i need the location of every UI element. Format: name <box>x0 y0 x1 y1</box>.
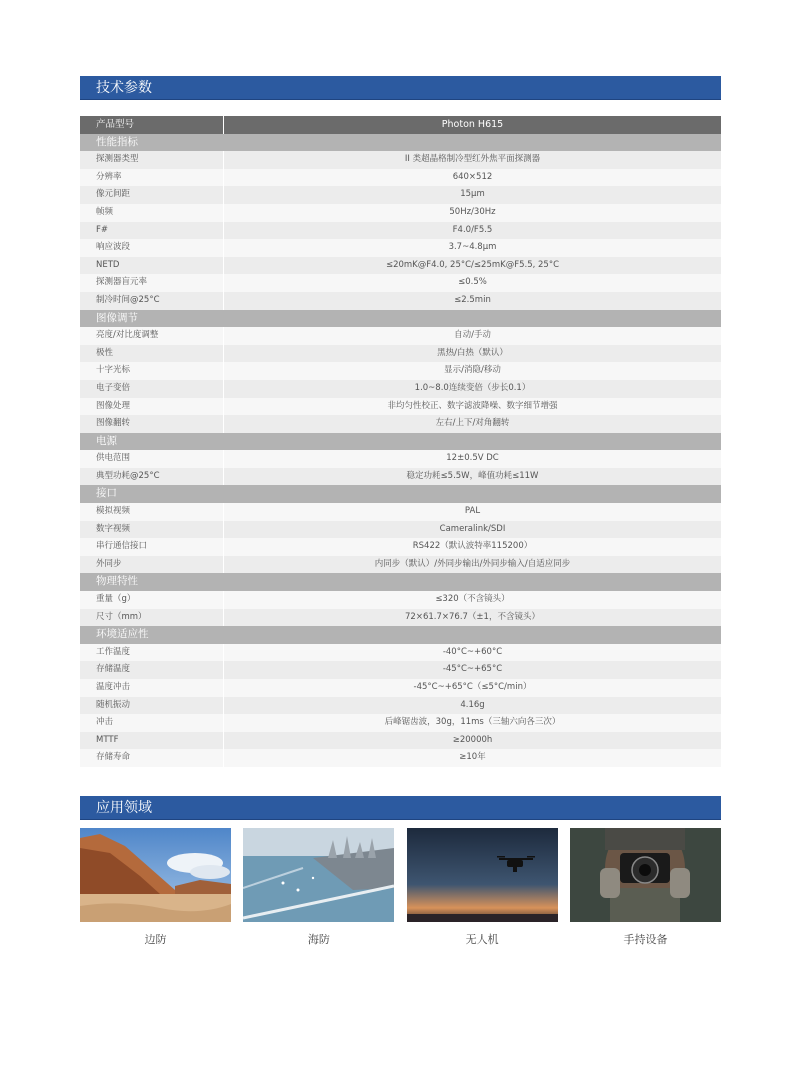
group-heading <box>80 134 721 152</box>
row-label: 模拟视频 <box>96 506 131 517</box>
table-row <box>80 239 721 257</box>
table-row <box>80 644 721 662</box>
row-label: 数字视频 <box>96 523 131 534</box>
row-value: RS422（默认波特率115200） <box>223 538 721 556</box>
row-label: 探测器盲元率 <box>96 277 148 288</box>
row-value: 左右/上下/对角翻转 <box>223 415 721 433</box>
row-value: -45°C~+65°C（≤5°C/min） <box>223 679 721 697</box>
row-value: -45°C~+65°C <box>223 661 721 679</box>
row-value: 15μm <box>223 186 721 204</box>
row-value: 12±0.5V DC <box>223 450 721 468</box>
table-row <box>80 169 721 187</box>
row-value: ≤0.5% <box>223 274 721 292</box>
row-value: 3.7~4.8μm <box>223 239 721 257</box>
row-label: 存储寿命 <box>96 752 131 763</box>
row-value: -40°C~+60°C <box>223 644 721 662</box>
table-row <box>80 732 721 750</box>
table-row <box>80 609 721 627</box>
row-label: 十字光标 <box>96 365 131 376</box>
row-value: 内同步（默认）/外同步输出/外同步输入/自适应同步 <box>223 556 721 574</box>
table-row <box>80 556 721 574</box>
group-heading <box>80 433 721 451</box>
row-label: 尺寸（mm） <box>96 611 147 622</box>
row-value: 黑热/白热（默认） <box>223 345 721 363</box>
row-value: 非均匀性校正、数字滤波降噪、数字细节增强 <box>223 398 721 416</box>
row-value: 自动/手动 <box>223 327 721 345</box>
row-label: 重量（g） <box>96 594 136 605</box>
table-row <box>80 257 721 275</box>
product-model-row <box>80 116 721 134</box>
product-model-value: Photon H615 <box>223 116 721 134</box>
row-label: 电源 <box>96 434 117 447</box>
row-label: 探测器类型 <box>96 154 139 165</box>
coast-photo <box>243 828 394 922</box>
table-row <box>80 661 721 679</box>
row-value: 72×61.7×76.7（±1，不含镜头） <box>223 609 721 627</box>
row-label: 分辨率 <box>96 171 122 182</box>
desert-photo <box>80 828 231 922</box>
row-value: 640×512 <box>223 169 721 187</box>
group-heading <box>80 573 721 591</box>
applications-section-title: 应用领域 <box>80 796 721 820</box>
row-value: 50Hz/30Hz <box>223 204 721 222</box>
row-label: NETD <box>96 259 120 270</box>
row-value: 显示/消隐/移动 <box>223 362 721 380</box>
application-card <box>80 828 231 947</box>
row-value: PAL <box>223 503 721 521</box>
row-label: 外同步 <box>96 558 122 569</box>
row-label: 供电范围 <box>96 453 131 464</box>
row-label: 环境适应性 <box>96 628 149 641</box>
table-row <box>80 345 721 363</box>
row-value: ≥10年 <box>223 749 721 767</box>
row-label: 图像处理 <box>96 400 131 411</box>
application-label: 海防 <box>307 933 330 946</box>
table-row <box>80 292 721 310</box>
group-heading <box>80 485 721 503</box>
table-row <box>80 204 721 222</box>
row-label: F# <box>96 224 109 235</box>
row-label: 典型功耗@25°C <box>96 470 160 481</box>
row-label: 冲击 <box>96 717 114 728</box>
row-value: 后峰锯齿波，30g，11ms（三轴六向各三次） <box>223 714 721 732</box>
group-heading <box>80 310 721 328</box>
row-label: 帧频 <box>96 206 114 217</box>
application-label: 手持设备 <box>623 933 668 946</box>
row-label: 工作温度 <box>96 646 131 657</box>
table-row <box>80 151 721 169</box>
application-card <box>407 828 558 947</box>
row-label: 存储温度 <box>96 664 131 675</box>
application-label: 无人机 <box>465 933 499 946</box>
row-value: F4.0/F5.5 <box>223 222 721 240</box>
table-row <box>80 327 721 345</box>
table-row <box>80 415 721 433</box>
row-value: 1.0~8.0连续变倍（步长0.1） <box>223 380 721 398</box>
table-row <box>80 749 721 767</box>
table-row <box>80 186 721 204</box>
table-row <box>80 679 721 697</box>
group-heading <box>80 626 721 644</box>
drone-photo <box>407 828 558 922</box>
table-row <box>80 274 721 292</box>
row-label: 物理特性 <box>96 575 138 588</box>
application-card <box>243 828 394 947</box>
table-row <box>80 538 721 556</box>
row-label: 图像翻转 <box>96 418 131 429</box>
handheld-photo <box>570 828 721 922</box>
row-label: 性能指标 <box>96 135 138 148</box>
row-label: 像元间距 <box>96 189 131 200</box>
table-row <box>80 398 721 416</box>
table-row <box>80 380 721 398</box>
row-label: MTTF <box>96 734 119 745</box>
row-label: 图像调节 <box>96 311 138 324</box>
row-label: 串行通信接口 <box>96 541 148 552</box>
table-row <box>80 503 721 521</box>
row-value: ≥20000h <box>223 732 721 750</box>
row-label: 电子变倍 <box>96 382 131 393</box>
applications-grid <box>80 828 721 947</box>
table-row <box>80 450 721 468</box>
row-label: 随机振动 <box>96 699 131 710</box>
application-card <box>570 828 721 947</box>
row-label: 温度冲击 <box>96 682 131 692</box>
specs-section-title: 技术参数 <box>80 76 721 100</box>
table-row <box>80 591 721 609</box>
table-row <box>80 222 721 240</box>
row-label: 接口 <box>96 487 117 500</box>
table-row <box>80 697 721 715</box>
table-row <box>80 714 721 732</box>
row-value: ≤20mK@F4.0, 25°C/≤25mK@F5.5, 25°C <box>223 257 721 275</box>
row-value: 稳定功耗≤5.5W，峰值功耗≤11W <box>223 468 721 486</box>
product-model-label: 产品型号 <box>96 119 135 130</box>
row-value: ≤320（不含镜头） <box>223 591 721 609</box>
application-label: 边防 <box>144 933 167 946</box>
table-row <box>80 521 721 539</box>
row-label: 响应波段 <box>96 242 131 253</box>
row-value: ≤2.5min <box>223 292 721 310</box>
row-value: II 类超晶格制冷型红外焦平面探测器 <box>223 151 721 169</box>
table-row <box>80 362 721 380</box>
table-row <box>80 468 721 486</box>
row-value: 4.16g <box>223 697 721 715</box>
row-label: 极性 <box>96 347 114 358</box>
row-label: 亮度/对比度调整 <box>96 330 159 341</box>
row-label: 制冷时间@25°C <box>96 294 160 305</box>
spec-table <box>80 116 721 767</box>
row-value: Cameralink/SDI <box>223 521 721 539</box>
